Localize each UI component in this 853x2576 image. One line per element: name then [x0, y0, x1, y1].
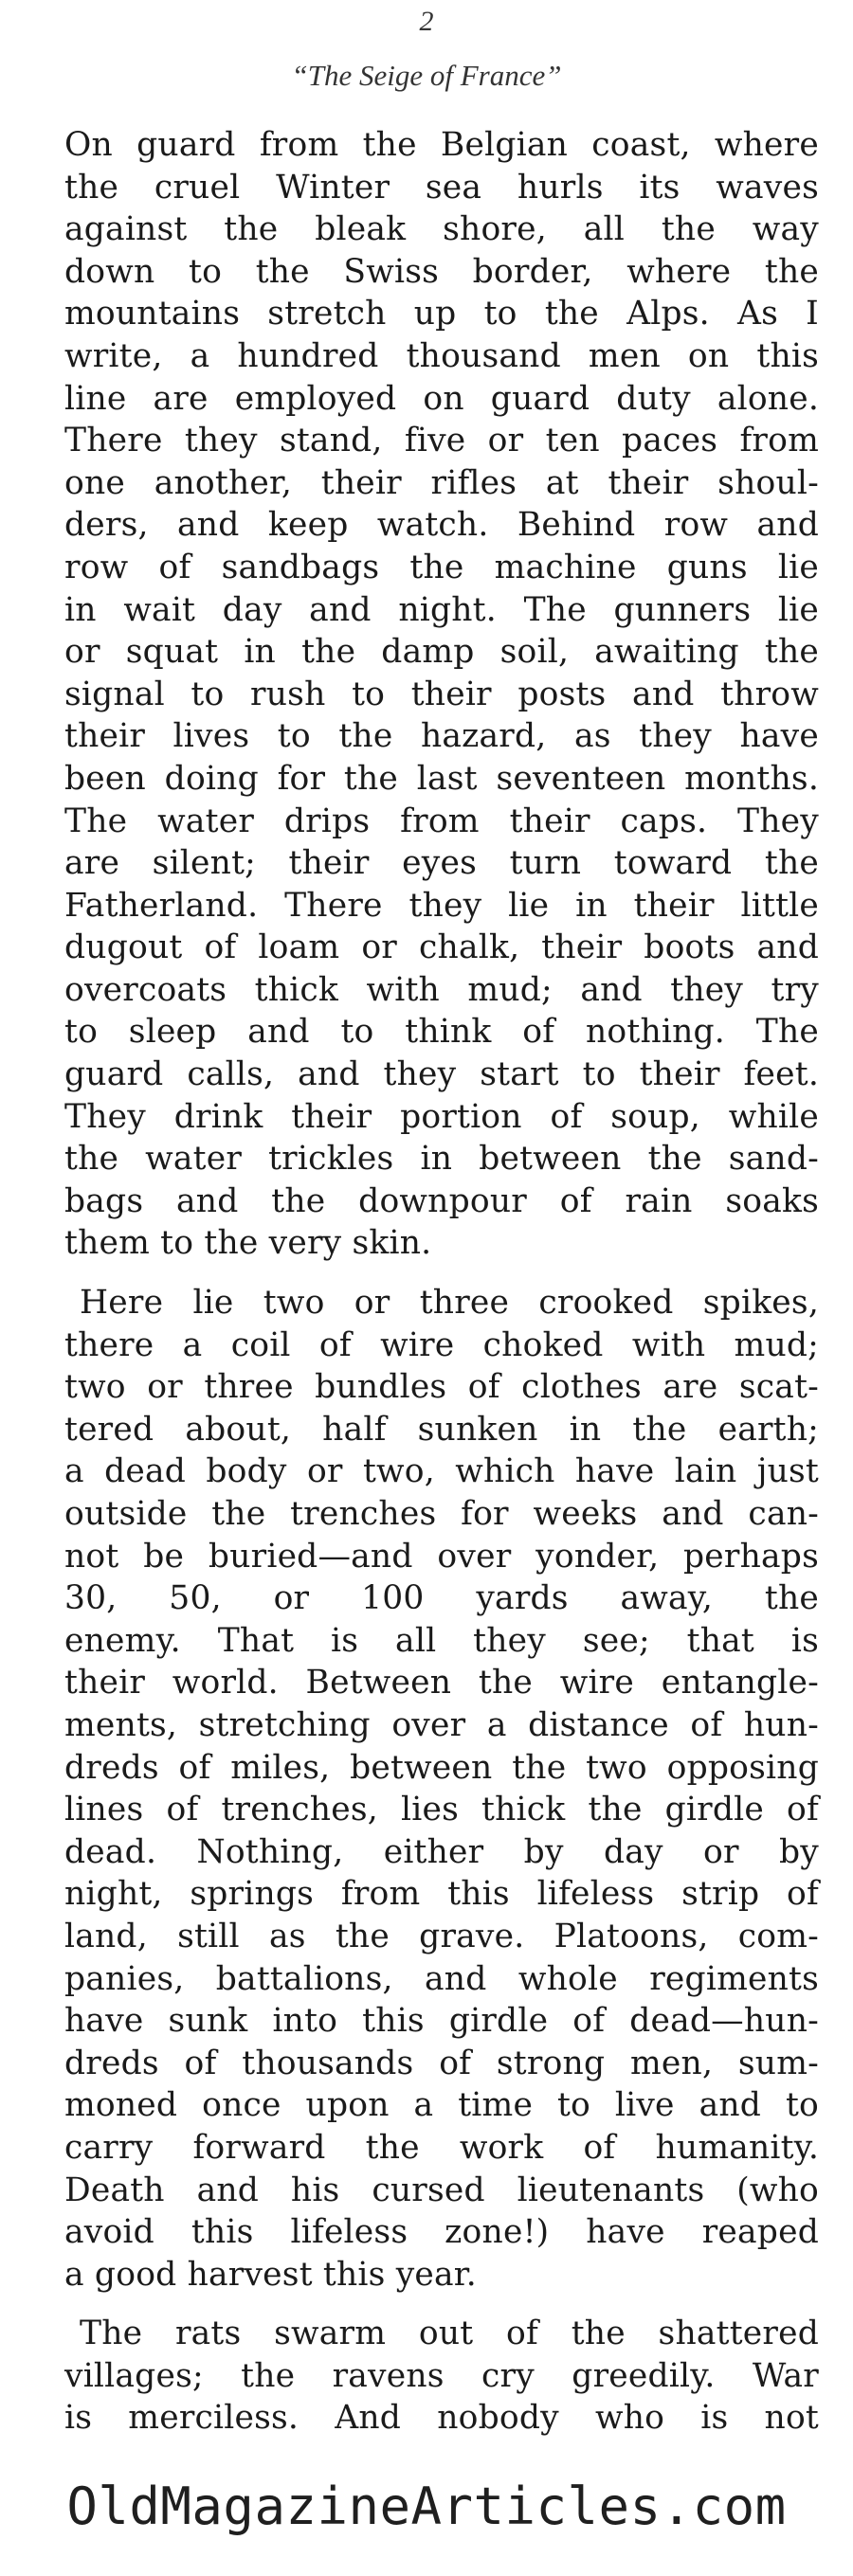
- text-line: guard calls, and they start to their feet.: [64, 1055, 819, 1094]
- page-number: 2: [419, 6, 434, 37]
- text-line: a good harvest this year.: [64, 2255, 477, 2294]
- text-line: enemy. That is all they see; that is: [64, 1621, 819, 1660]
- text-line: have sunk into this girdle of dead—hun-: [64, 2002, 819, 2041]
- text-line: or squat in the damp soil, awaiting the: [64, 633, 819, 672]
- text-line: bags and the downpour of rain soaks: [64, 1181, 819, 1220]
- paragraph-gap: [64, 2296, 819, 2313]
- text-line: not be buried—and over yonder, perhaps: [64, 1537, 819, 1576]
- text-line: dugout of loam or chalk, their boots and: [64, 928, 819, 967]
- text-line: against the bleak shore, all the way: [64, 210, 819, 249]
- text-line: Here lie two or three crooked spikes,: [80, 1284, 819, 1323]
- text-line: down to the Swiss border, where the: [64, 252, 819, 291]
- text-line: night, springs from this lifeless strip of: [64, 1875, 819, 1914]
- text-line: there a coil of wire choked with mud;: [64, 1325, 819, 1364]
- text-line: is merciless. And nobody who is not: [64, 2399, 819, 2438]
- text-line: two or three bundles of clothes are scat-: [64, 1368, 819, 1407]
- text-line: ders, and keep watch. Behind row and: [64, 506, 819, 545]
- text-line: row of sandbags the machine guns lie: [64, 548, 819, 586]
- text-line: to sleep and to think of nothing. The: [64, 1013, 819, 1052]
- text-line: outside the trenches for weeks and can-: [64, 1495, 819, 1533]
- text-line: mountains stretch up to the Alps. As I: [64, 295, 819, 333]
- text-line: carry forward the work of humanity.: [64, 2128, 819, 2167]
- text-line: them to the very skin.: [64, 1224, 432, 1263]
- text-line: dreds of miles, between the two opposing: [64, 1748, 819, 1787]
- text-line: Fatherland. There they lie in their little: [64, 886, 819, 925]
- paragraph: [64, 124, 819, 1265]
- text-line: one another, their rifles at their shoul-: [64, 463, 819, 502]
- paragraph-gap: [64, 1265, 819, 1282]
- text-line: a dead body or two, which have lain just: [64, 1452, 819, 1491]
- text-line: villages; the ravens cry greedily. War: [64, 2356, 819, 2395]
- text-line: The rats swarm out of the shattered: [80, 2315, 819, 2353]
- text-line: They drink their portion of soup, while: [64, 1097, 819, 1136]
- text-line: line are employed on guard duty alone.: [64, 379, 819, 418]
- text-line: are silent; their eyes turn toward the: [64, 844, 819, 883]
- text-line: dreds of thousands of strong men, sum-: [64, 2044, 819, 2082]
- text-line: tered about, half sunken in the earth;: [64, 1410, 819, 1449]
- text-line: in wait day and night. The gunners lie: [64, 590, 819, 629]
- text-line: 30, 50, or 100 yards away, the: [64, 1579, 819, 1618]
- text-line: dead. Nothing, either by day or by: [64, 1832, 819, 1871]
- text-line: their world. Between the wire entangle-: [64, 1664, 819, 1702]
- article-body: [64, 124, 819, 2440]
- text-line: land, still as the grave. Platoons, com-: [64, 1917, 819, 1955]
- text-line: Death and his cursed lieutenants (who: [64, 2171, 819, 2209]
- text-line: write, a hundred thousand men on this: [64, 336, 819, 375]
- text-line: ments, stretching over a distance of hun-: [64, 1705, 819, 1744]
- text-line: overcoats thick with mud; and they try: [64, 970, 819, 1009]
- text-line: been doing for the last seventeen months.: [64, 759, 819, 798]
- text-line: lines of trenches, lies thick the girdle of: [64, 1791, 819, 1829]
- text-line: avoid this lifeless zone!) have reaped: [64, 2213, 819, 2252]
- text-line: the cruel Winter sea hurls its waves: [64, 168, 819, 207]
- paragraph: [64, 2313, 819, 2440]
- text-line: There they stand, five or ten paces from: [64, 422, 819, 460]
- text-line: panies, battalions, and whole regiments: [64, 1959, 819, 1998]
- site-watermark: OldMagazineArticles.com: [66, 2477, 787, 2536]
- text-line: The water drips from their caps. They: [64, 802, 819, 840]
- text-line: their lives to the hazard, as they have: [64, 717, 819, 756]
- text-line: moned once upon a time to live and to: [64, 2086, 819, 2125]
- text-line: On guard from the Belgian coast, where: [64, 126, 819, 164]
- page-title: “The Seige of France”: [291, 59, 562, 92]
- paragraph: [64, 1282, 819, 2296]
- text-line: signal to rush to their posts and throw: [64, 675, 819, 713]
- text-line: the water trickles in between the sand-: [64, 1140, 819, 1179]
